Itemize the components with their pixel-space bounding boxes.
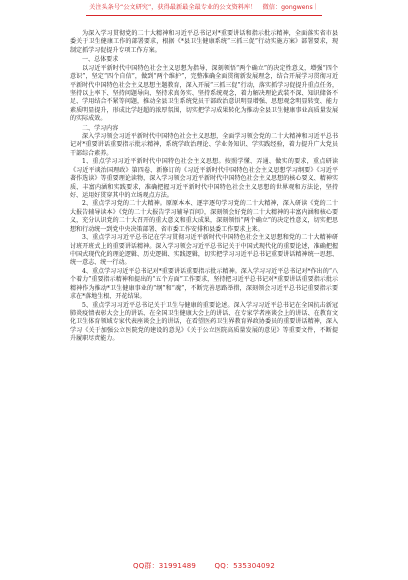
paragraph-intro: 为深入学习贯彻党的二十大精神和习近平总书记对*重要讲话和指示批示精神，全面落实省市县委关于卫生健康工作的部署要求，根据《*县卫生健康系统“三抓三促”行动实施方案》部署要求，现制定抓学习促提升专项工作方案。 (70, 30, 338, 54)
header-banner: 关注头条号“公文研究”，获得最新最全最专业的公文资料库！ 微信：gongwens｜ (89, 4, 319, 11)
paragraph-study-content-intro: 深入学习领会习近平新时代中国特色社会主义思想，全面学习领会党的二十大精神和习近平总书记对*重要讲话重要指示批示精神，系统学政治理论、学业务知识、学实践经验，着力提升广大党员干部综合素养。 (70, 133, 338, 157)
footer-contact (0, 561, 408, 571)
section-heading-study-content: 二、学习内容 (82, 124, 119, 132)
paragraph-item-4: 4、重点学习习近平总书记对*重要讲话重要指示批示精神。深入学习习近平总书记对*作出的“八个着力”重要指示精神和提出的“五个方面”工作要求，坚持把习近平总书记对*重要讲话重要指示批示精神作为推动*卫生健康事业的“纲”和“魂”，不断完善思路举措，深刻领会习近平总书记重要指示要求在*落地生根、开花结果。 (70, 267, 338, 301)
paragraph-item-2: 2、重点学习党的二十大精神。原原本本、逐字逐句学习党的二十大精神，深入研读《党的二十大报告辅导读本》《党的二十大报告学习辅导百问》，深刻领会好党的二十大精神的丰富内涵和核心要义，充分认识党的二十大召开的重大意义和重大成果，深刻领悟“两个确立”的决定性意义，切实把思想和行动统一到党中央决策部署、省市委工作安排和县委工作要求上来。 (70, 200, 338, 233)
footer-qq-group: QQ群：31991489 (132, 562, 197, 570)
paragraph-item-3: 3、重点学习习近平总书记在学习贯彻习近平新时代中国特色社会主义思想和党的二十大精神研讨班开班式上的重要讲话精神。深入学习领会习近平总书记关于中国式现代化的重要论述，准确把握中国式现代化的理论逻辑、历史逻辑、实践逻辑，切实把学习习近平总书记重要讲话精神统一思想、统一意志、统一行动。 (70, 234, 338, 267)
header-rule (86, 15, 322, 16)
footer-qq: QQ：535304092 (214, 562, 275, 570)
paragraph-general-requirements: 以习近平新时代中国特色社会主义思想为指导，深刻领悟“两个确立”的决定性意义，增强“四个意识”，坚定“四个自信”，做到“两个维护”，完整准确全面贯彻新发展理念，结合开展学习贯彻习近平新时代中国特色社会主义思想主题教育，深入开展“三抓三促”行动，落实抓学习促提升重点任务，坚持以上率下、坚持问题导向、坚持求真务实、坚持系统观念，着力解决理论武装不深、知识储备不足、学用结合不紧等问题，推动全县卫生系统党员干部政治意识明显增强、思想观念明显转变、能力素质明显提升，形成比学赶超的浓厚氛围，切实把学习成果转化为推动全县卫生健康事业高质量发展的实际成效。 (70, 64, 338, 123)
section-heading-general-requirements: 一、总体要求 (82, 56, 119, 64)
paragraph-item-1: 1、重点学习习近平新时代中国特色社会主义思想。按照学懂、弄通、做实的要求，重点研读《习近平谈治国理政》第四卷、新修订的《习近平新时代中国特色社会主义思想学习纲要》《习近平著作选读》等重要理论读物，深入学习领会习近平新时代中国特色社会主义思想的核心要义、精神实质、丰富内涵和实践要求，准确把握习近平新时代中国特色社会主义思想的世界观和方法论，坚持好、运用好贯穿其中的立场观点方法。 (70, 158, 338, 200)
document-body (70, 30, 338, 344)
paragraph-item-5: 5、重点学习习近平总书记关于卫生与健康的重要论述。深入学习习近平总书记在全国抗击新冠肺炎疫情表彰大会上的讲话、在全国卫生健康大会上的讲话、在专家学者座谈会上的讲话、在教育文化卫生体育领域专家代表座谈会上的讲话，在看望医药卫生界教育界政协委员的重要讲话精神，深入学习《关于加强公立医院党的建设的意见》《关于公立医院高质量发展的意见》等重要文件，不断提升履职尽责能力。 (70, 301, 338, 343)
